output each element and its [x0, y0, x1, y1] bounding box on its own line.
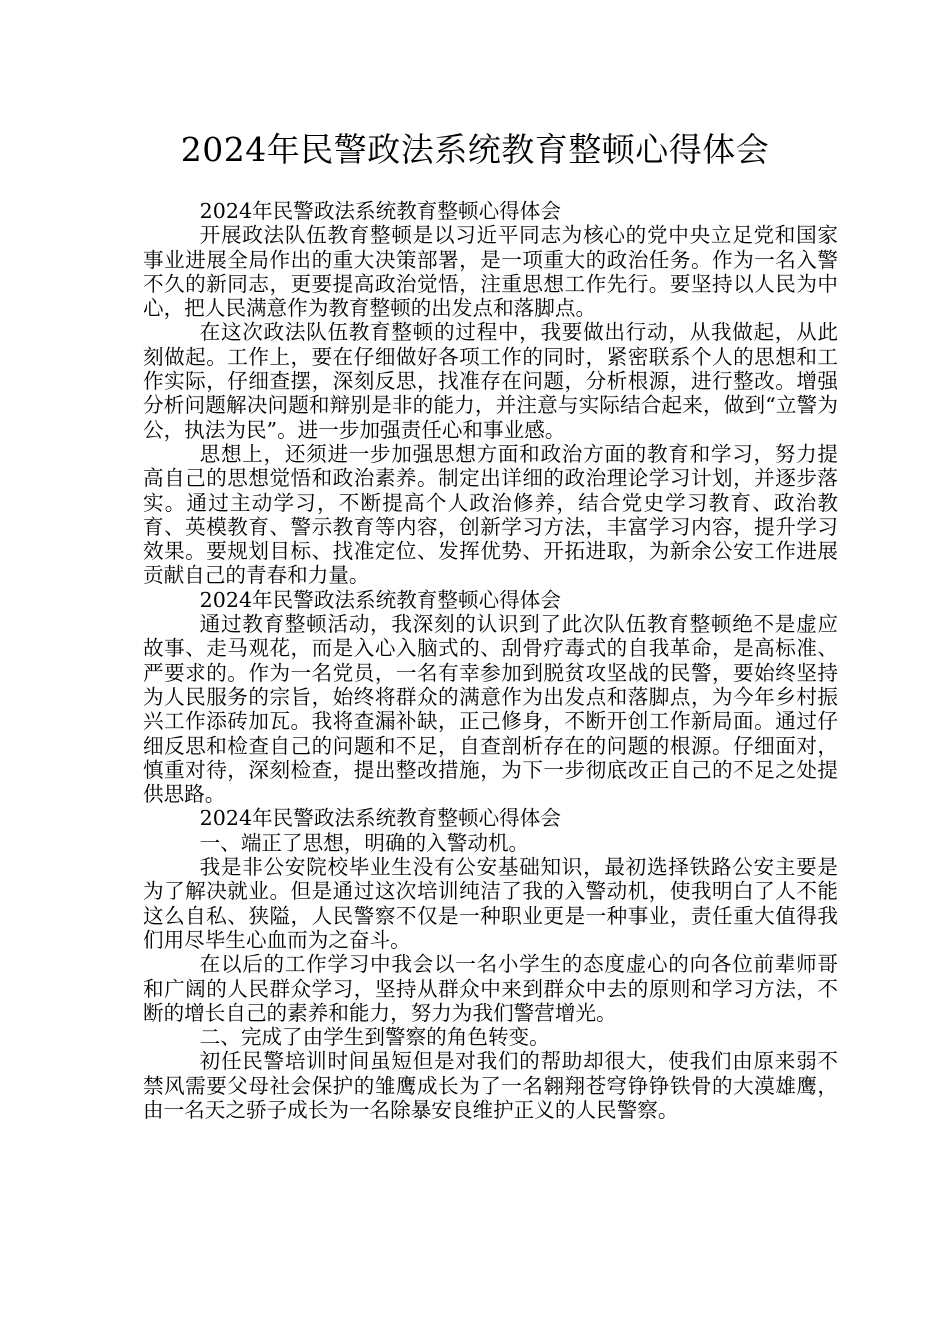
document-body	[143, 199, 838, 1122]
paragraph: 通过教育整顿活动，我深刻的认识到了此次队伍教育整顿绝不是虚应故事、走马观花，而是入心入脑式的、刮骨疗毒式的自我革命，是高标准、严要求的。作为一名党员，一名有幸参加到脱贫攻坚战的民警，要始终坚持为人民服务的宗旨，始终将群众的满意作为出发点和落脚点，为今年乡村振兴工作添砖加瓦。我将查漏补缺，正己修身，不断开创工作新局面。通过仔细反思和检查自己的问题和不足，自查剖析存在的问题的根源。仔细面对，慎重对待，深刻检查，提出整改措施，为下一步彻底改正自己的不足之处提供思路。	[143, 612, 838, 807]
section-heading: 一、端正了思想，明确的入警动机。	[199, 830, 530, 855]
paragraph: 开展政法队伍教育整顿是以习近平同志为核心的党中央立足党和国家事业进展全局作出的重大决策部署，是一项重大的政治任务。作为一名入警不久的新同志，更要提高政治觉悟，注重思想工作先行。要坚持以人民为中心，把人民满意作为教育整顿的出发点和落脚点。	[143, 223, 838, 321]
paragraph-subtitle: 2024年民警政法系统教育整顿心得体会	[199, 587, 561, 612]
paragraph-subtitle: 2024年民警政法系统教育整顿心得体会	[199, 806, 561, 831]
paragraph: 思想上，还须进一步加强思想方面和政治方面的教育和学习，努力提高自己的思想觉悟和政治素养。制定出详细的政治理论学习计划，并逐步落实。通过主动学习，不断提高个人政治修养，结合党史学习教育、政治教育、英模教育、警示教育等内容，创新学习方法，丰富学习内容，提升学习效果。要规划目标、找准定位、发挥优势、开拓进取，为新余公安工作进展贡献自己的青春和力量。	[143, 441, 838, 588]
paragraph: 在这次政法队伍教育整顿的过程中，我要做出行动，从我做起，从此刻做起。工作上，要在仔细做好各项工作的同时，紧密联系个人的思想和工作实际，仔细查摆，深刻反思，找准存在问题，分析根源，进行整改。增强分析问题解决问题和辩别是非的能力，并注意与实际结合起来，做到“立警为公，执法为民”。进一步加强责任心和事业感。	[143, 320, 838, 442]
paragraph: 我是非公安院校毕业生没有公安基础知识，最初选择铁路公安主要是为了解决就业。但是通过这次培训纯洁了我的入警动机，使我明白了人不能这么自私、狭隘，人民警察不仅是一种职业更是一种事业，责任重大值得我们用尽毕生心血而为之奋斗。	[143, 855, 838, 952]
document-title: 2024年民警政法系统教育整顿心得体会	[180, 130, 770, 169]
section-heading: 二、完成了由学生到警察的角色转变。	[199, 1025, 550, 1050]
paragraph: 初任民警培训时间虽短但是对我们的帮助却很大，使我们由原来弱不禁风需要父母社会保护的雏鹰成长为了一名翱翔苍穹铮铮铁骨的大漠雄鹰，由一名天之骄子成长为一名除暴安良维护正义的人民警察。	[143, 1049, 838, 1122]
paragraph-subtitle: 2024年民警政法系统教育整顿心得体会	[199, 199, 561, 223]
paragraph: 在以后的工作学习中我会以一名小学生的态度虚心的向各位前辈师哥和广阔的人民群众学习，坚持从群众中来到群众中去的原则和学习方法，不断的增长自己的素养和能力，努力为我们警营增光。	[143, 952, 838, 1025]
